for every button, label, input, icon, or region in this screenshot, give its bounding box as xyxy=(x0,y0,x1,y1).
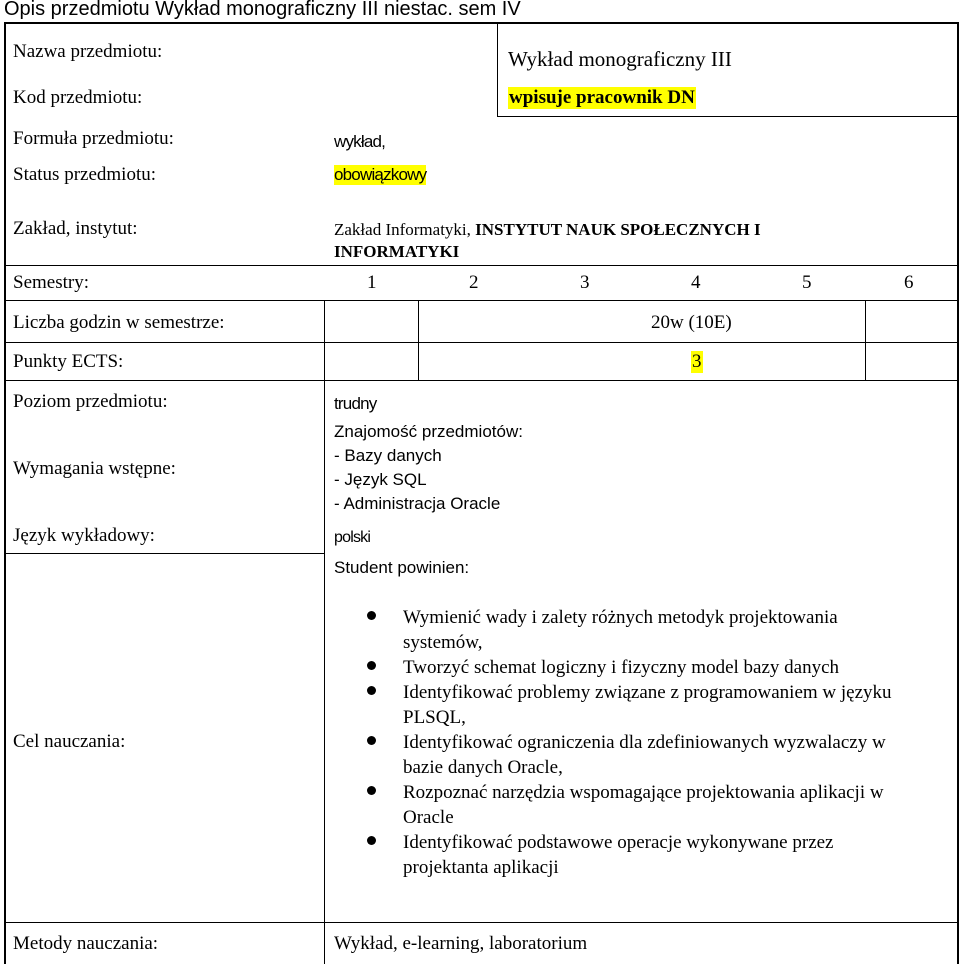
goal-line: bazie danych Oracle, xyxy=(403,757,563,778)
goal-item xyxy=(403,830,892,880)
value-godziny: 20w (10E) xyxy=(651,312,732,333)
value-jezyk: polski xyxy=(334,529,371,546)
goal-item xyxy=(403,605,892,655)
cel-list xyxy=(403,605,892,880)
goal-line: systemów, xyxy=(403,632,483,653)
label-jezyk: Język wykładowy: xyxy=(13,525,155,546)
goal-line: Identyfikować podstawowe operacje wykonywane przez xyxy=(403,832,834,853)
semester-1: 1 xyxy=(367,272,377,293)
semester-3: 3 xyxy=(580,272,590,293)
wymagania-item: - Język SQL xyxy=(334,470,427,489)
label-poziom: Poziom przedmiotu: xyxy=(13,391,168,412)
value-status: obowiązkowy xyxy=(334,165,427,184)
label-wymagania: Wymagania wstępne: xyxy=(13,458,176,479)
bullet-icon xyxy=(367,686,376,695)
wymagania-item: - Administracja Oracle xyxy=(334,494,501,513)
value-nazwa: Wykład monograficzny III xyxy=(508,47,732,71)
zaklad-institute-line1: INSTYTUT NAUK SPOŁECZNYCH I xyxy=(475,220,761,239)
label-kod: Kod przedmiotu: xyxy=(13,87,143,108)
label-semestry: Semestry: xyxy=(13,272,89,293)
value-wymagania xyxy=(334,420,523,516)
wymagania-intro: Znajomość przedmiotów: xyxy=(334,422,523,441)
semester-4: 4 xyxy=(691,272,701,293)
goal-line: Rozpoznać narzędzia wspomagające projektowania aplikacji w xyxy=(403,782,884,803)
value-formula: wykład, xyxy=(334,132,386,151)
cel-intro: Student powinien: xyxy=(334,558,470,577)
goal-line: projektanta aplikacji xyxy=(403,857,559,878)
goal-line: Identyfikować problemy związane z programowaniem w języku xyxy=(403,682,892,703)
label-metody: Metody nauczania: xyxy=(13,933,159,954)
value-kod: wpisuje pracownik DN xyxy=(509,87,695,108)
label-ects: Punkty ECTS: xyxy=(13,351,124,372)
zaklad-plain: Zakład Informatyki, xyxy=(334,220,476,239)
goal-item xyxy=(403,730,892,780)
semester-6: 6 xyxy=(904,272,914,293)
value-poziom: trudny xyxy=(334,394,377,413)
goal-line: Identyfikować ograniczenia dla zdefiniowanych wyzwalaczy w xyxy=(403,732,886,753)
wymagania-item: - Bazy danych xyxy=(334,446,442,465)
bullet-icon xyxy=(367,661,376,670)
goal-line: Oracle xyxy=(403,807,454,828)
semester-2: 2 xyxy=(469,272,479,293)
label-nazwa: Nazwa przedmiotu: xyxy=(13,41,163,62)
goal-line: Wymienić wady i zalety różnych metodyk projektowania xyxy=(403,607,838,628)
zaklad-institute-line2: INFORMATYKI xyxy=(334,242,460,261)
goal-line: Tworzyć schemat logiczny i fizyczny model bazy danych xyxy=(403,657,840,678)
bullet-icon xyxy=(367,836,376,845)
goal-line: PLSQL, xyxy=(403,707,466,728)
label-godziny: Liczba godzin w semestrze: xyxy=(13,312,225,333)
goal-item xyxy=(403,655,892,680)
label-formula: Formuła przedmiotu: xyxy=(13,128,174,149)
goal-item xyxy=(403,780,892,830)
bullet-icon xyxy=(367,786,376,795)
semester-5: 5 xyxy=(802,272,812,293)
value-metody: Wykład, e-learning, laboratorium xyxy=(334,933,588,954)
document-title: Opis przedmiotu Wykład monograficzny III niestac. sem IV xyxy=(4,0,521,20)
label-status: Status przedmiotu: xyxy=(13,164,157,185)
goal-item xyxy=(403,680,892,730)
bullet-icon xyxy=(367,736,376,745)
value-zaklad xyxy=(334,219,761,263)
label-zaklad: Zakład, instytut: xyxy=(13,218,138,239)
value-ects: 3 xyxy=(692,351,702,372)
label-cel: Cel nauczania: xyxy=(13,731,126,752)
bullet-icon xyxy=(367,611,376,620)
